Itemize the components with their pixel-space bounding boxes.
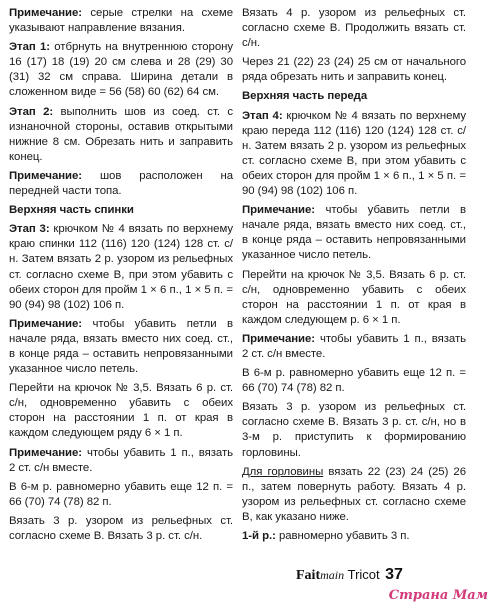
paragraph	[9, 40, 233, 100]
paragraph-text: чтобы убавить 1 п., вязать 2 ст. с/н вместе.	[242, 332, 466, 360]
paragraph: Перейти на крючок № 3,5. Вязать 6 р. ст. с/н, одновременно убавить с обеих сторон на расстоянии 1 п. от края в каждом следующем р. 6 × 1 п.	[242, 268, 466, 326]
paragraph	[9, 317, 233, 377]
paragraph: В 6-м р. равномерно убавить еще 12 п. = 66 (70) 74 (78) 82 п.	[9, 480, 233, 508]
paragraph-text: выполнить шов из соед. ст. с изнаночной стороны, оставив открытыми нижние 8 см. Обрезать нить и заправить конец.	[9, 105, 234, 163]
paragraph-lead: Этап 4:	[242, 109, 283, 122]
paragraph-text: чтобы убавить 1 п., вязать 2 ст. с/н вместе.	[9, 446, 233, 474]
paragraph-lead: Примечание:	[9, 7, 83, 19]
paragraph: Вязать 3 р. узором из рельефных ст. согласно схеме В. Вязать 3 р. ст. с/н, но в 3-м р. приступить к формированию горловины.	[242, 401, 466, 459]
paragraph-lead: Примечание:	[9, 169, 83, 182]
paragraph-lead: Примечание:	[242, 332, 316, 345]
paragraph-text: отбрнуть на внутреннюю сторону 16 (17) 18 (19) 20 см слева и 28 (29) 30 (31) 32 см справа. Ширина детали в сложенном виде = 56 (58) 60 (62) 64 см.	[9, 41, 233, 99]
paragraph	[242, 465, 466, 525]
brand-fait: Fait	[296, 568, 321, 583]
paragraph: Перейти на крючок № 3,5. Вязать 6 р. ст. с/н, одновременно убавить с обеих сторон на расстоянии 1 п. от края в каждом следующем ряду 6 × 1 п.	[9, 382, 233, 440]
left-column	[9, 6, 233, 548]
watermark: Страна Мам	[388, 588, 488, 603]
paragraph: Вязать 4 р. узором из рельефных ст. согласно схеме В. Продолжить вязать ст. с/н.	[242, 7, 466, 50]
underlined-lead: Для горловины	[242, 465, 324, 478]
paragraph-lead: Этап 3:	[9, 223, 50, 236]
paragraph-lead: Этап 2:	[9, 105, 54, 118]
paragraph-lead: Примечание:	[9, 317, 83, 330]
page-footer	[296, 566, 403, 584]
paragraph: В 6-м р. равномерно убавить еще 12 п. = 66 (70) 74 (78) 82 п.	[242, 367, 466, 395]
paragraph	[9, 446, 233, 476]
paragraph: Вязать 3 р. узором из рельефных ст. согласно схеме В. Вязать 3 р. ст. с/н.	[9, 514, 233, 542]
paragraph-text: шов расположен на передней части топа.	[9, 169, 233, 198]
page-number: 37	[385, 566, 403, 583]
paragraph	[9, 169, 233, 199]
paragraph-lead: Этап 1:	[9, 41, 50, 54]
paragraph-text: равномерно убавить 3 п.	[275, 530, 410, 542]
paragraph: Через 21 (22) 23 (24) 25 см от начального ряда обрезать нить и заправить конец.	[242, 56, 466, 84]
paragraph-text: крючком № 4 вязать по верхнему краю переда 112 (116) 120 (124) 128 ст. с/н. Затем вязать 2 р. узором из рельефных ст. согласно схеме В, при этом убавить с обеих сторон для пройм 1 × 6 п., 1 × 5 п. = 90 (94) 98 (102) 106 п.	[242, 109, 466, 198]
paragraph	[9, 105, 233, 165]
paragraph-text: чтобы убавить петли в начале ряда, вязать вместо них соед. ст., в конце ряда – оставить непровязанными указанное число петель.	[242, 204, 466, 262]
paragraph-text: чтобы убавить петли в начале ряда, вязать вместо них соед. ст., в конце ряда – оставить непровязанными указанное число петель.	[9, 317, 233, 376]
paragraph-lead: Примечание:	[242, 204, 316, 217]
paragraph	[242, 332, 466, 362]
paragraph-text: крючком № 4 вязать по верхнему краю спинки 112 (116) 120 (124) 128 ст. с/н. Затем вязать 2 р. узором из рельефных ст. согласно схеме В, при этом убавить с обеих сторон для пройм 1 × 6 п., 1 × 5 п. = 90 (94) 98 (102) 106 п.	[9, 223, 233, 311]
paragraph	[242, 109, 466, 200]
right-column	[242, 6, 466, 548]
paragraph	[9, 222, 233, 313]
paragraph-lead: 1-й р.:	[242, 530, 276, 542]
paragraph	[242, 203, 466, 263]
section-heading: Верхняя часть переда	[242, 90, 368, 103]
brand-tricot: Tricot	[347, 567, 380, 582]
section-heading: Верхняя часть спинки	[9, 204, 134, 217]
paragraph	[242, 529, 466, 544]
paragraph-text: вязать 22 (23) 24 (25) 26 п., затем повернуть работу. Вязать 4 р. узором из рельефных ст. согласно схеме В, как указано ниже.	[242, 465, 466, 523]
paragraph-lead: Примечание:	[9, 446, 83, 459]
paragraph-text: серые стрелки на схеме указывают направление вязания.	[9, 7, 233, 35]
paragraph	[9, 6, 233, 36]
brand-main: main	[320, 568, 345, 582]
